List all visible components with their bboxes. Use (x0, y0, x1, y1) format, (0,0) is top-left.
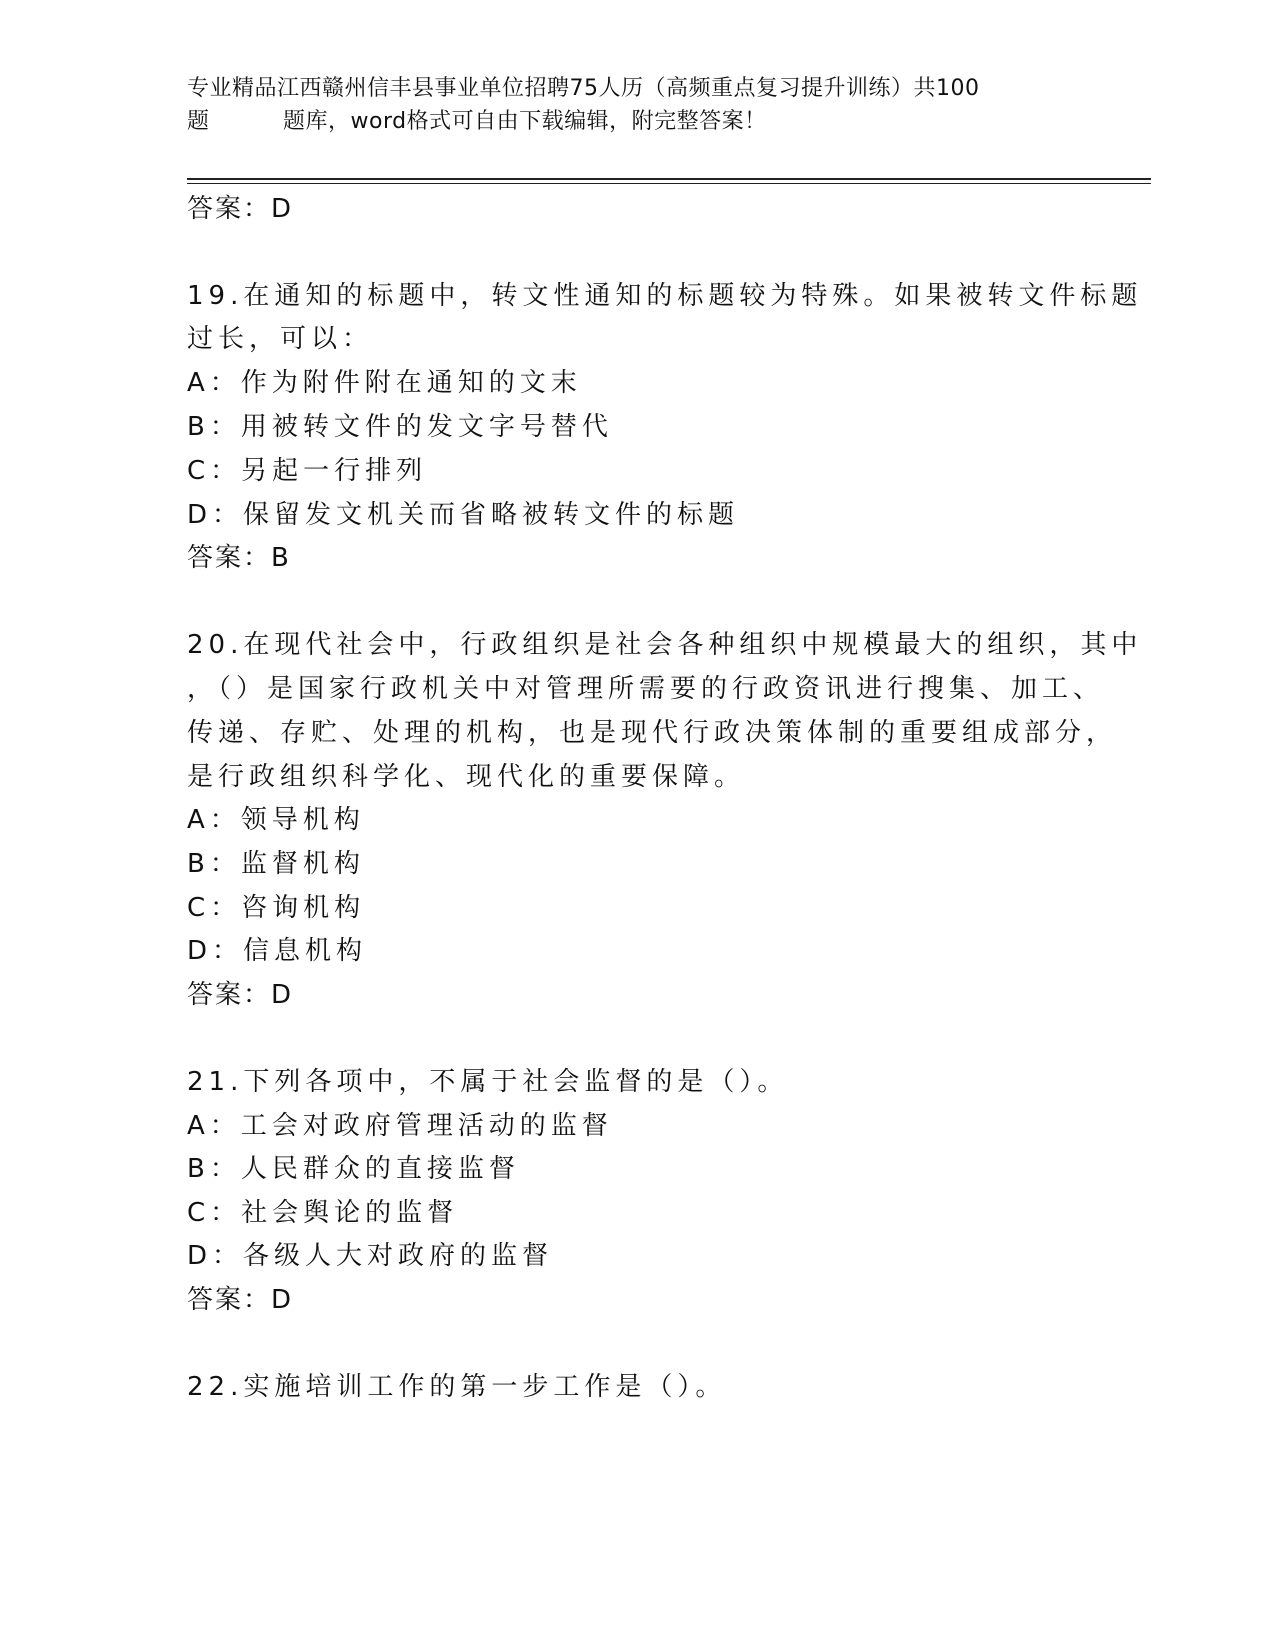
option-line: A：领导机构 (187, 805, 365, 835)
option-line: D：各级人大对政府的监督 (187, 1241, 554, 1271)
question-line: 21.下列各项中，不属于社会监督的是（）。 (187, 1067, 789, 1097)
answer-line: 答案：B (187, 543, 291, 573)
option-line: B：人民群众的直接监督 (187, 1154, 520, 1184)
header-rule-thin (187, 183, 1151, 184)
question-line: 是行政组织科学化、现代化的重要保障。 (187, 762, 746, 792)
question-line: 19.在通知的标题中，转文性通知的标题较为特殊。如果被转文件标题 (187, 281, 1143, 311)
option-line: A：工会对政府管理活动的监督 (187, 1111, 613, 1141)
question-line: 过长，可以： (187, 324, 374, 354)
question-line: 传递、存贮、处理的机构，也是现代行政决策体制的重要组成部分， (187, 718, 1118, 748)
option-line: B：用被转文件的发文字号替代 (187, 412, 613, 442)
answer-line: 答案：D (187, 1285, 294, 1315)
header-line-2 (187, 105, 1067, 138)
header-line-2-left: 题 (187, 109, 210, 134)
question-line: 22.实施培训工作的第一步工作是（）。 (187, 1372, 727, 1402)
option-line: C：另起一行排列 (187, 456, 428, 486)
header-line-1: 专业精品江西赣州信丰县事业单位招聘75人历（高频重点复习提升训练）共100 (187, 76, 980, 101)
header-rule-thick (187, 178, 1151, 180)
option-line: D：保留发文机关而省略被转文件的标题 (187, 500, 740, 530)
question-line: ，（）是国家行政机关中对管理所需要的行政资讯进行搜集、加工、 (187, 674, 1105, 704)
header-line-2-right: 题库，word格式可自由下载编辑，附完整答案！ (283, 109, 767, 134)
option-line: C：社会舆论的监督 (187, 1198, 459, 1228)
option-line: C：咨询机构 (187, 893, 366, 923)
option-line: D：信息机构 (187, 936, 368, 966)
question-line: 20.在现代社会中，行政组织是社会各种组织中规模最大的组织，其中 (187, 630, 1143, 660)
option-line: B：监督机构 (187, 849, 365, 879)
option-line: A：作为附件附在通知的文末 (187, 368, 582, 398)
answer-line: 答案：D (187, 980, 294, 1010)
answer-line: 答案：D (187, 194, 294, 224)
document-header (187, 72, 1067, 138)
